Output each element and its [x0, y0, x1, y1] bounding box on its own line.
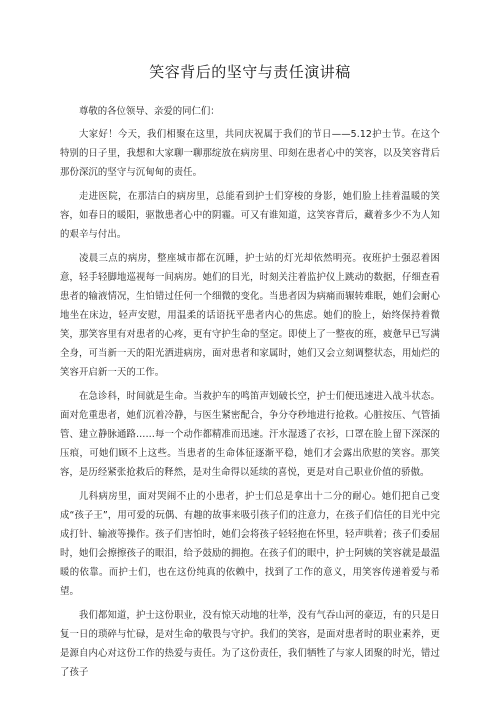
document-title: 笑容背后的坚守与责任演讲稿	[149, 63, 351, 81]
paragraph-1: 大家好！今天，我们相聚在这里，共同庆祝属于我们的节日——5.12护士节。在这个特别的日子里，我想和大家聊一聊那绽放在病房里、印刻在患者心中的笑容，以及笑容背后那份深沉的坚守与沉甸甸的责任。	[60, 129, 440, 178]
paragraph-5: 儿科病房里，面对哭闹不止的小患者，护士们总是拿出十二分的耐心。她们把自己变成“孩子王”，用可爱的玩偶、有趣的故事来吸引孩子们的注意力，在孩子们信任的目光中完成打针、输液等操作。孩子们害怕时，她们会将孩子轻轻抱在怀里，轻声哄着；孩子们委屈时，她们会擦擦孩子的眼泪，给予鼓励的拥抱。在孩子们的眼中，护士阿姨的笑容就是最温暖的依靠。而护士们，也在这份纯真的依赖中，找到了工作的意义，用笑容传递着爱与希望。	[60, 491, 440, 597]
paragraph-4: 在急诊科，时间就是生命。当救护车的鸣笛声划破长空，护士们便迅速进入战斗状态。面对危重患者，她们沉着冷静，与医生紧密配合，争分夺秒地进行抢救。心脏按压、气管插管、建立静脉通路……每一个动作都精准而迅速。汗水湿透了衣衫，口罩在脸上留下深深的压痕，可她们顾不上这些。当患者的生命体征逐渐平稳，她们才会露出欣慰的笑容。那笑容，是历经紧张抢救后的释然，是对生命得以延续的喜悦，更是对自己职业价值的骄傲。	[60, 391, 440, 478]
greeting: 尊敬的各位领导、亲爱的同仁们：	[79, 106, 220, 117]
paragraph-3: 凌晨三点的病房，整座城市都在沉睡，护士站的灯光却依然明亮。夜班护士强忍着困意，轻手轻脚地巡视每一间病房。她们的目光，时刻关注着监护仪上跳动的数据，仔细查看患者的输液情况，生怕错过任何一个细微的变化。当患者因为病痛而辗转难眠，她们会耐心地坐在床边，轻声安慰，用温柔的话语抚平患者内心的焦虑。她们的脸上，始终保持着微笑，那笑容里有对患者的心疼，更有守护生命的坚定。即使上了一整夜的班，疲惫早已写满全身，可当新一天的阳光洒进病房，面对患者和家属时，她们又会立刻调整状态，用灿烂的笑容开启新一天的工作。	[60, 253, 440, 378]
paragraph-2: 走进医院，在那洁白的病房里，总能看到护士们穿梭的身影，她们脸上挂着温暖的笑容，如春日的暖阳，驱散患者心中的阴霾。可又有谁知道，这笑容背后，藏着多少不为人知的艰辛与付出。	[60, 191, 440, 240]
paragraph-6: 我们都知道，护士这份职业，没有惊天动地的壮举，没有气吞山河的豪迈，有的只是日复一日的琐碎与忙碌，是对生命的敬畏与守护。我们的笑容，是面对患者时的职业素养，更是源自内心对这份工作的热爱与责任。为了这份责任，我们牺牲了与家人团聚的时光，错过了孩子	[60, 610, 440, 678]
